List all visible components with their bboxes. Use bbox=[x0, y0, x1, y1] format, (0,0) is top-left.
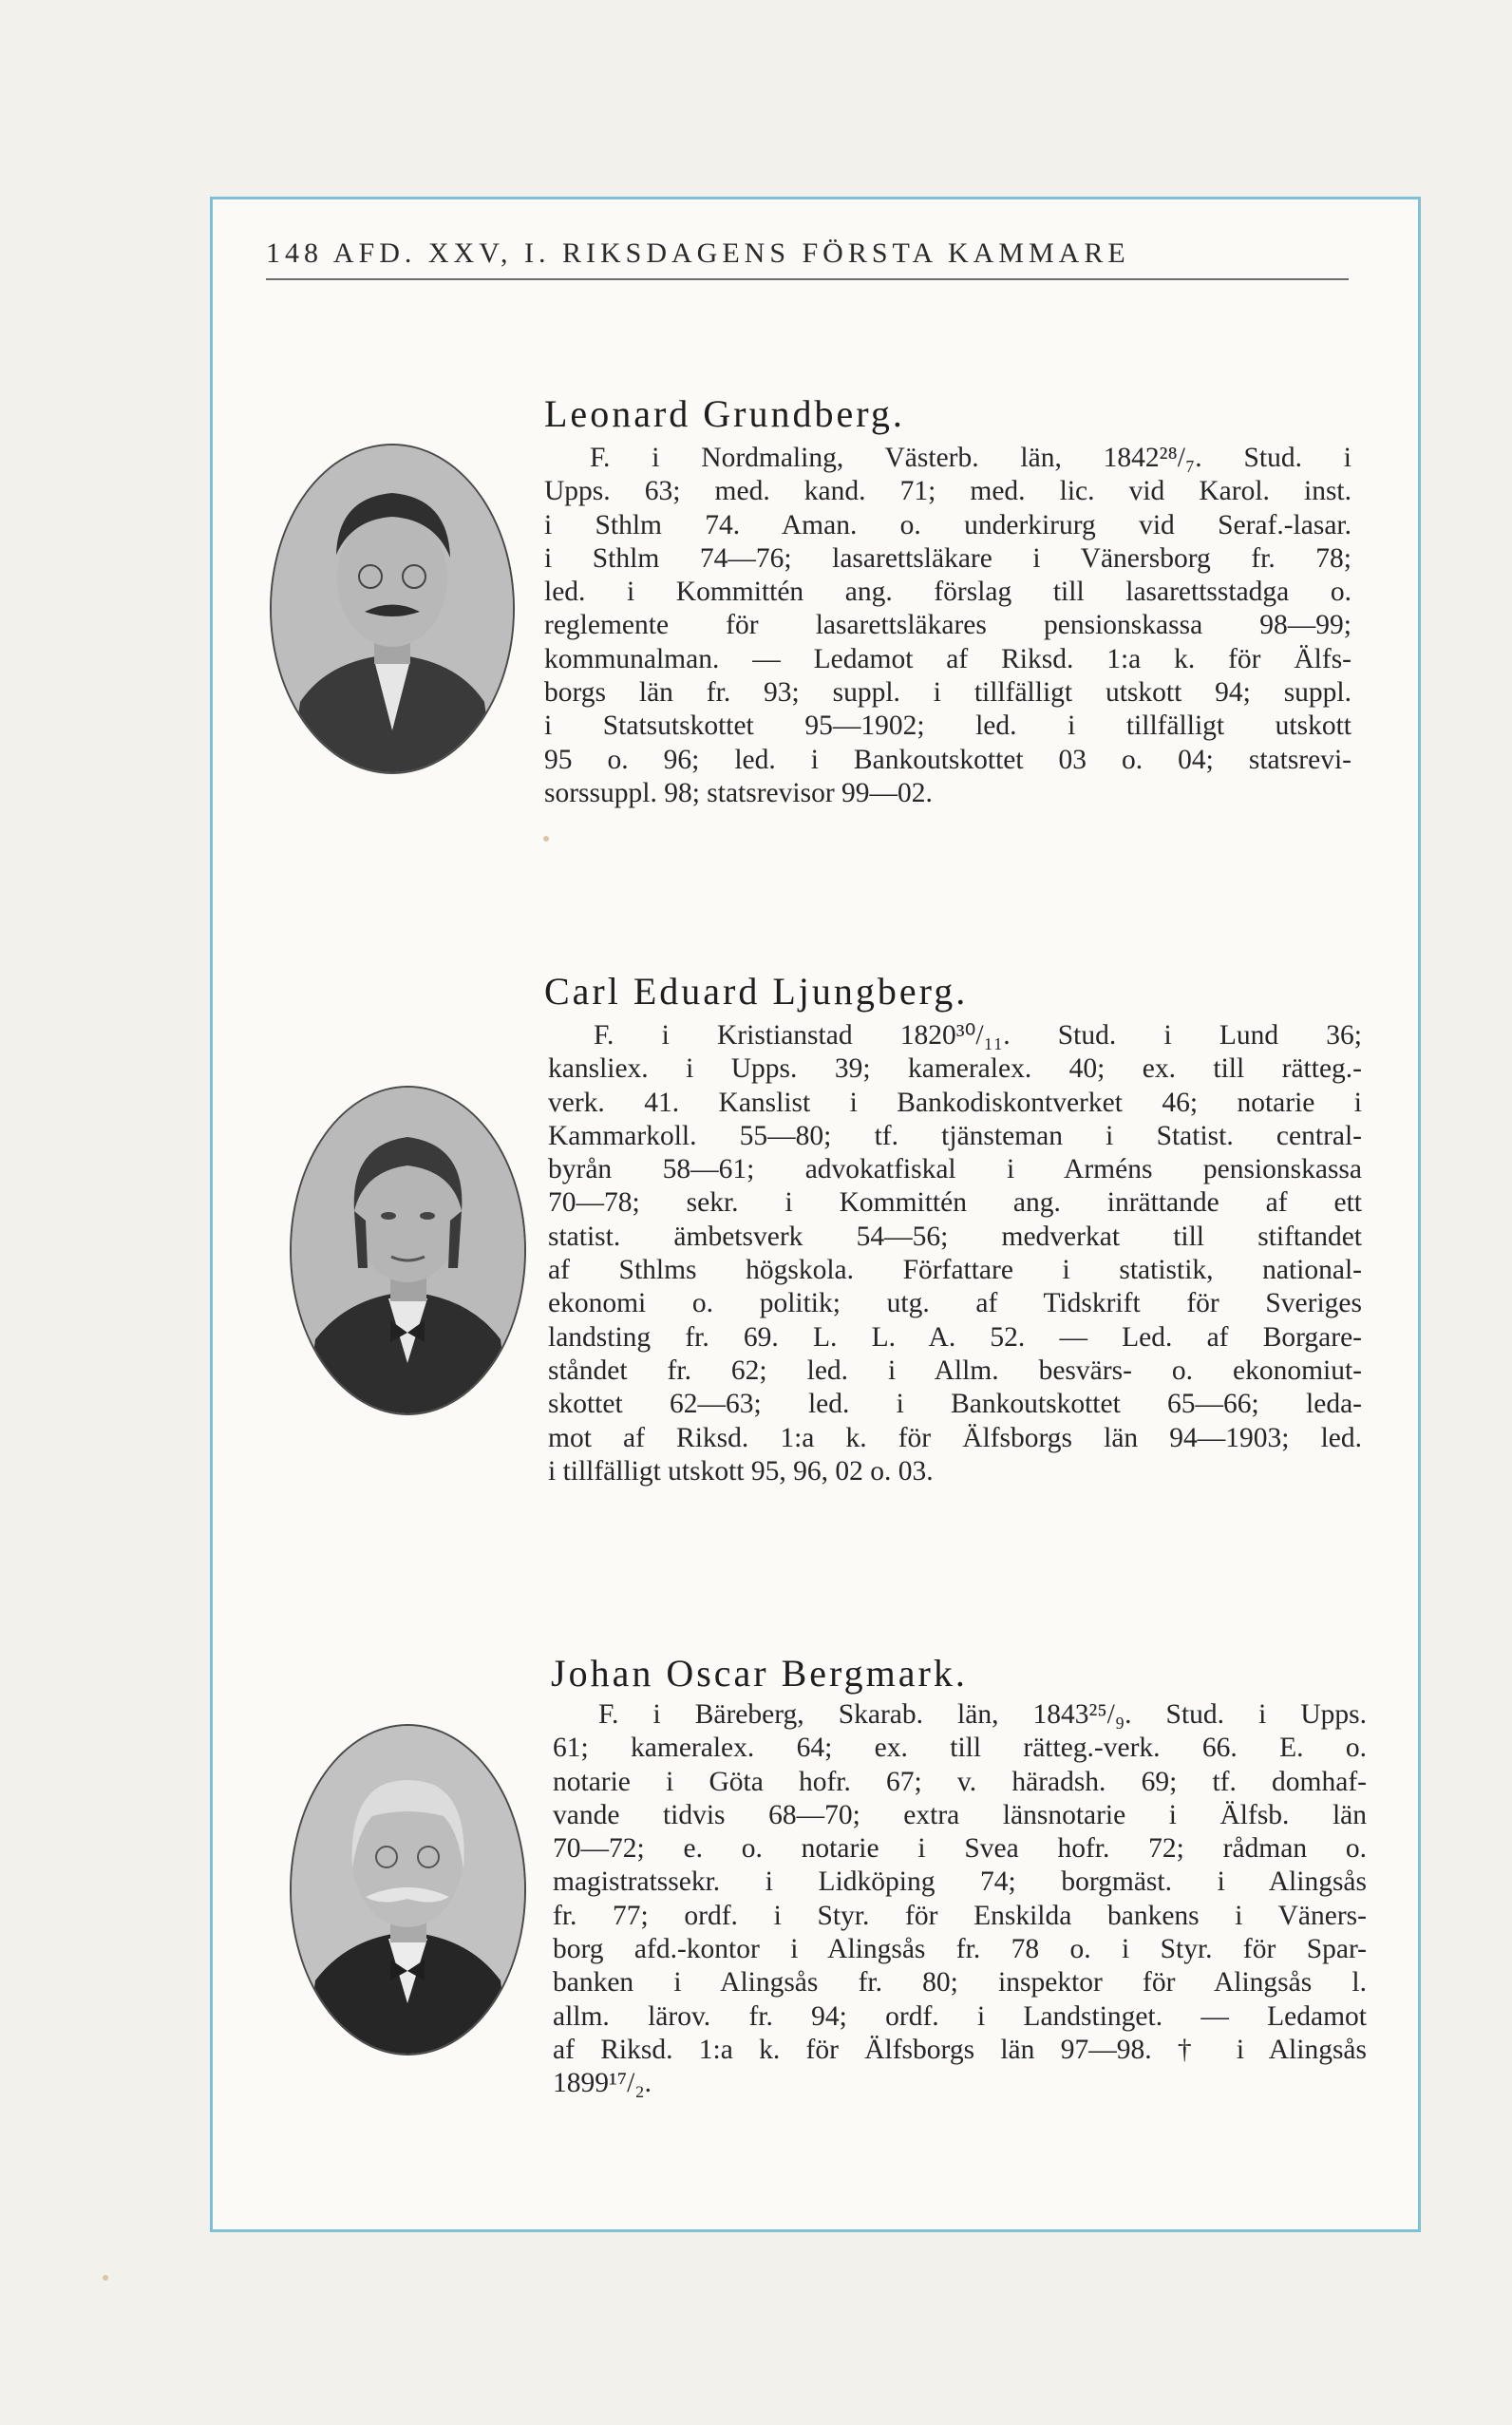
running-header: 148 AFD. XXV, I. RIKSDAGENS FÖRSTA KAMMARE bbox=[266, 237, 1130, 269]
text-line: led. i Kommittén ang. förslag till lasarettsstadga o. bbox=[544, 577, 1351, 608]
entry-name: Leonard Grundberg. bbox=[544, 392, 905, 435]
text-line: af Sthlms högskola. Författare i statistik, national- bbox=[548, 1255, 1362, 1286]
entry-biography bbox=[553, 1698, 1367, 2101]
text-line: fr. 77; ordf. i Styr. för Enskilda bankens i Väners- bbox=[553, 1900, 1367, 1931]
text-line: af Riksd. 1:a k. för Älfsborgs län 97—98. † i Alingsås bbox=[553, 2034, 1367, 2065]
entry-name: Carl Eduard Ljungberg. bbox=[544, 970, 969, 1013]
portrait-photo bbox=[270, 444, 515, 774]
text-line: banken i Alingsås fr. 80; inspektor för Alingsås l. bbox=[553, 1967, 1367, 1999]
text-line: borgs län fr. 93; suppl. i tillfälligt utskott 94; suppl. bbox=[544, 677, 1351, 709]
text-line: F. i Kristianstad 1820³⁰/₁₁. Stud. i Lund 36; bbox=[594, 1020, 1362, 1051]
text-line: 61; kameralex. 64; ex. till rätteg.-verk. 66. E. o. bbox=[553, 1733, 1367, 1764]
text-line: byrån 58—61; advokatfiskal i Arméns pensionskassa bbox=[548, 1154, 1362, 1185]
text-line: F. i Bäreberg, Skarab. län, 1843²⁵/₉. Stud. i Upps. bbox=[598, 1699, 1367, 1730]
paper-speck bbox=[543, 836, 549, 842]
text-line: kommunalman. — Ledamot af Riksd. 1:a k. för Älfs- bbox=[544, 643, 1351, 674]
text-line: Upps. 63; med. kand. 71; med. lic. vid Karol. inst. bbox=[544, 476, 1351, 507]
text-line: 1899¹⁷/₂. bbox=[553, 2068, 652, 2099]
text-line: i Sthlm 74—76; lasarettsläkare i Vänersborg fr. 78; bbox=[544, 542, 1351, 574]
text-line: kansliex. i Upps. 39; kameralex. 40; ex. till rätteg.- bbox=[548, 1053, 1362, 1085]
header-rule bbox=[266, 278, 1349, 280]
text-line: Kammarkoll. 55—80; tf. tjänsteman i Statist. central- bbox=[548, 1120, 1362, 1151]
text-line: ståndet fr. 62; led. i Allm. besvärs- o. ekonomiut- bbox=[548, 1355, 1362, 1386]
text-line: landsting fr. 69. L. L. A. 52. — Led. af Borgare- bbox=[548, 1321, 1362, 1353]
text-line: reglemente för lasarettsläkares pensionskassa 98—99; bbox=[544, 610, 1351, 641]
text-line: 70—78; sekr. i Kommittén ang. inrättande af ett bbox=[548, 1187, 1362, 1219]
text-line: notarie i Göta hofr. 67; v. häradsh. 69; tf. domhaf- bbox=[553, 1766, 1367, 1797]
text-line: i Statsutskottet 95—1902; led. i tillfälligt utskott bbox=[544, 710, 1351, 742]
text-line: statist. ämbetsverk 54—56; medverkat till stiftandet bbox=[548, 1221, 1362, 1252]
entry-name: Johan Oscar Bergmark. bbox=[551, 1652, 968, 1695]
text-line: allm. lärov. fr. 94; ordf. i Landstinget. — Ledamot bbox=[553, 2000, 1367, 2032]
text-line: sorssuppl. 98; statsrevisor 99—02. bbox=[544, 777, 933, 808]
man-portrait-icon bbox=[292, 1726, 524, 2054]
text-line: 95 o. 96; led. i Bankoutskottet 03 o. 04; statsrevi- bbox=[544, 744, 1351, 775]
text-line: ekonomi o. politik; utg. af Tidskrift för Sveriges bbox=[548, 1288, 1362, 1319]
text-line: F. i Nordmaling, Västerb. län, 1842²⁸/₇. Stud. i bbox=[590, 443, 1351, 473]
portrait-photo bbox=[290, 1724, 526, 2056]
text-line: i Sthlm 74. Aman. o. underkirurg vid Seraf.-lasar. bbox=[544, 509, 1351, 540]
man-portrait-icon bbox=[292, 1088, 524, 1413]
entry-biography bbox=[544, 442, 1351, 810]
entry-biography bbox=[548, 1019, 1362, 1488]
portrait-photo bbox=[290, 1086, 526, 1415]
text-line: borg afd.-kontor i Alingsås fr. 78 o. i Styr. för Spar- bbox=[553, 1934, 1367, 1965]
text-line: verk. 41. Kanslist i Bankodiskontverket 46; notarie i bbox=[548, 1087, 1362, 1118]
paper-speck bbox=[103, 2275, 108, 2281]
text-line: skottet 62—63; led. i Bankoutskottet 65—66; leda- bbox=[548, 1389, 1362, 1420]
text-line: i tillfälligt utskott 95, 96, 02 o. 03. bbox=[548, 1455, 934, 1487]
text-line: mot af Riksd. 1:a k. för Älfsborgs län 94—1903; led. bbox=[548, 1422, 1362, 1453]
man-portrait-icon bbox=[272, 445, 513, 772]
text-line: magistratssekr. i Lidköping 74; borgmäst. i Alingsås bbox=[553, 1866, 1367, 1898]
text-line: 70—72; e. o. notarie i Svea hofr. 72; rådman o. bbox=[553, 1833, 1367, 1865]
text-line: vande tidvis 68—70; extra länsnotarie i Älfsb. län bbox=[553, 1799, 1367, 1830]
